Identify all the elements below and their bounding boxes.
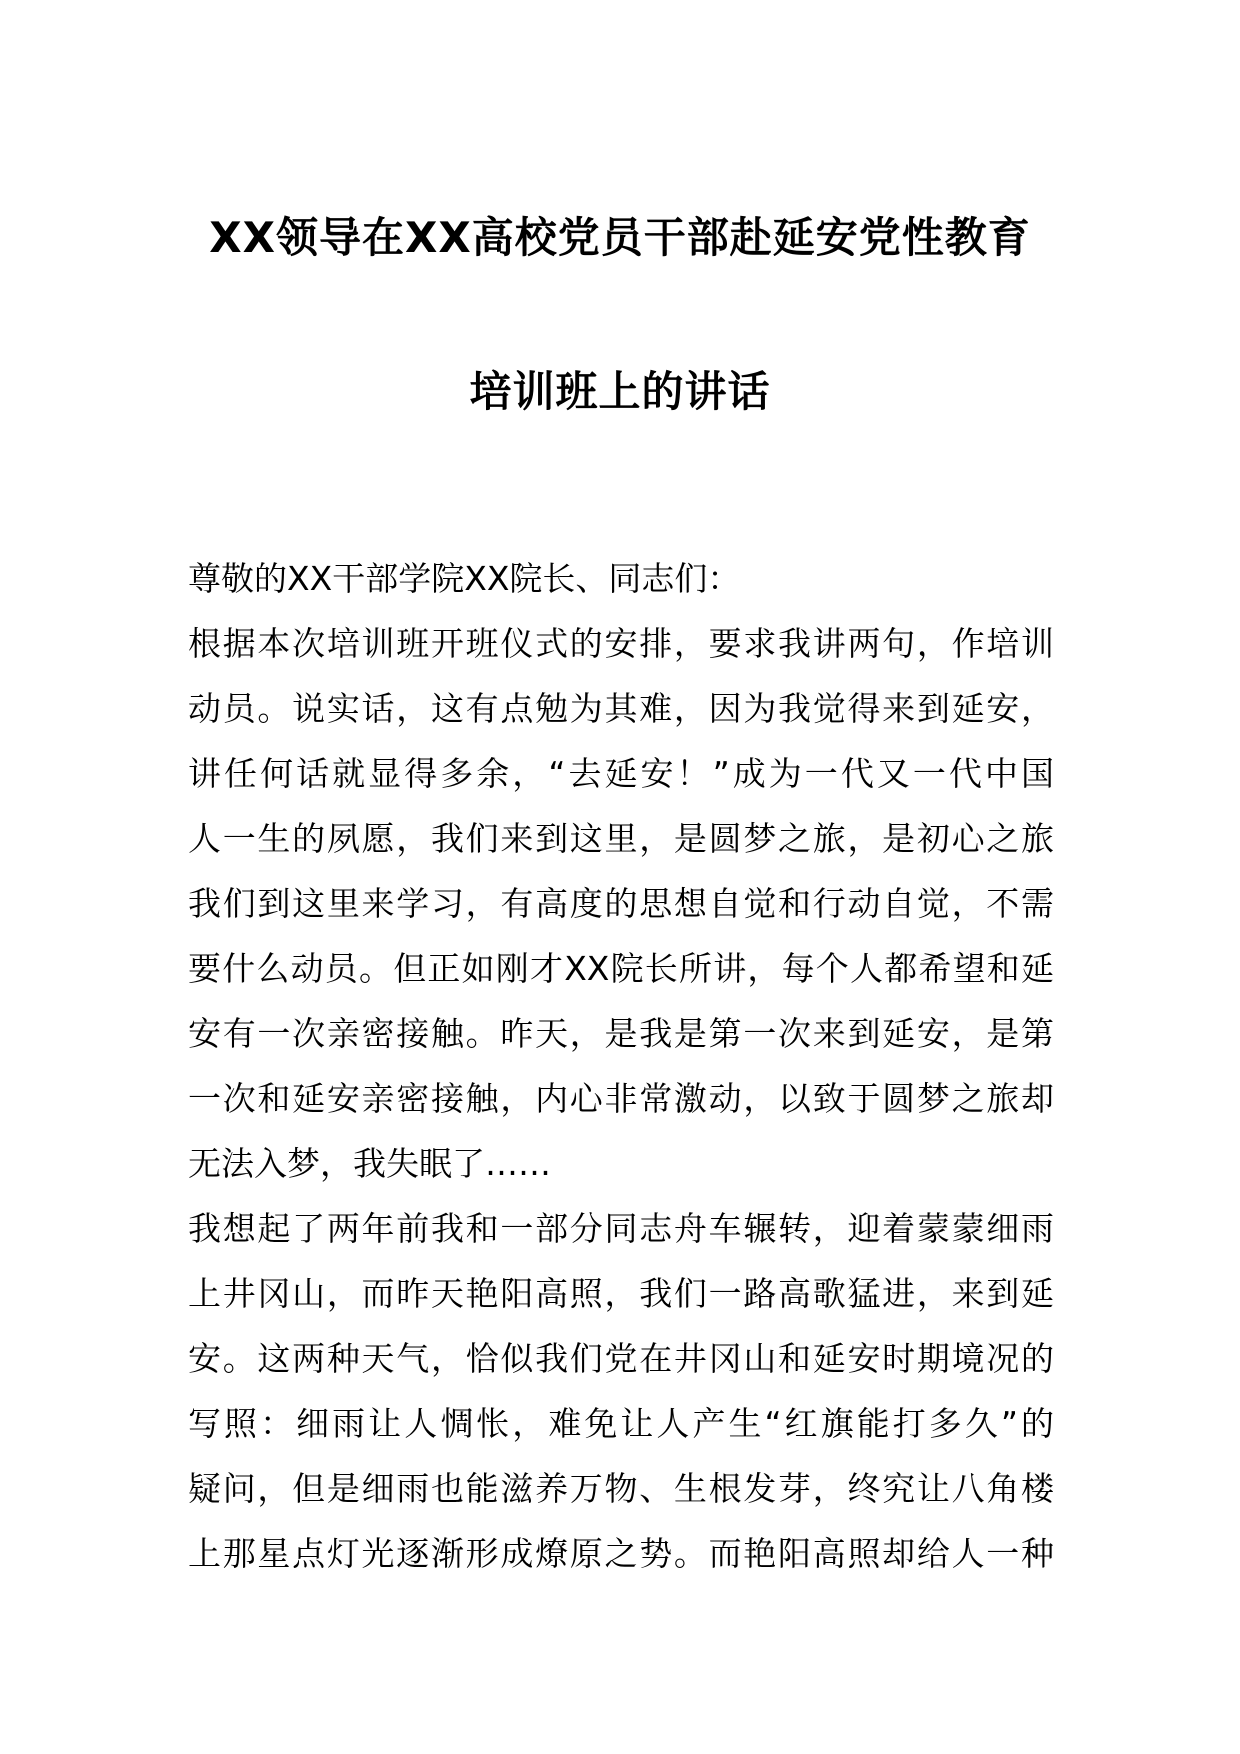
paragraph-1-line-6: 要什么动员。但正如刚才XX院长所讲，每个人都希望和延 xyxy=(188,949,1054,988)
paragraph-2-line-5: 疑问，但是细雨也能滋养万物、生根发芽，终究让八角楼 xyxy=(188,1469,1054,1508)
salutation: 尊敬的XX干部学院XX院长、同志们： xyxy=(188,559,741,598)
paragraph-1-line-2: 动员。说实话，这有点勉为其难，因为我觉得来到延安， xyxy=(188,689,1054,728)
paragraph-2-line-1: 我想起了两年前我和一部分同志舟车辗转，迎着蒙蒙细雨 xyxy=(188,1209,1054,1248)
document-title-line-2: 培训班上的讲话 xyxy=(469,367,771,416)
paragraph-1-line-5: 我们到这里来学习，有高度的思想自觉和行动自觉，不需 xyxy=(188,884,1054,923)
document-title-line-1: XX领导在XX高校党员干部赴延安党性教育 xyxy=(209,213,1031,262)
paragraph-1-line-4: 人一生的夙愿，我们来到这里，是圆梦之旅，是初心之旅 xyxy=(188,819,1054,858)
paragraph-1-line-8: 一次和延安亲密接触，内心非常激动，以致于圆梦之旅却 xyxy=(188,1079,1054,1118)
paragraph-1-line-3: 讲任何话就显得多余，“去延安！”成为一代又一代中国 xyxy=(188,754,1054,793)
paragraph-2-line-6: 上那星点灯光逐渐形成燎原之势。而艳阳高照却给人一种 xyxy=(188,1534,1054,1573)
paragraph-1-line-7: 安有一次亲密接触。昨天，是我是第一次来到延安，是第 xyxy=(188,1014,1054,1053)
document-body xyxy=(188,546,1054,1586)
paragraph-1-line-1: 根据本次培训班开班仪式的安排，要求我讲两句，作培训 xyxy=(188,624,1054,663)
paragraph-2-line-2: 上井冈山，而昨天艳阳高照，我们一路高歌猛进，来到延 xyxy=(188,1274,1054,1313)
paragraph-2-line-4: 写照：细雨让人惆怅，难免让人产生“红旗能打多久”的 xyxy=(188,1404,1054,1443)
paragraph-2-line-3: 安。这两种天气，恰似我们党在井冈山和延安时期境况的 xyxy=(188,1339,1054,1378)
paragraph-1-line-9: 无法入梦，我失眠了…… xyxy=(188,1144,551,1183)
